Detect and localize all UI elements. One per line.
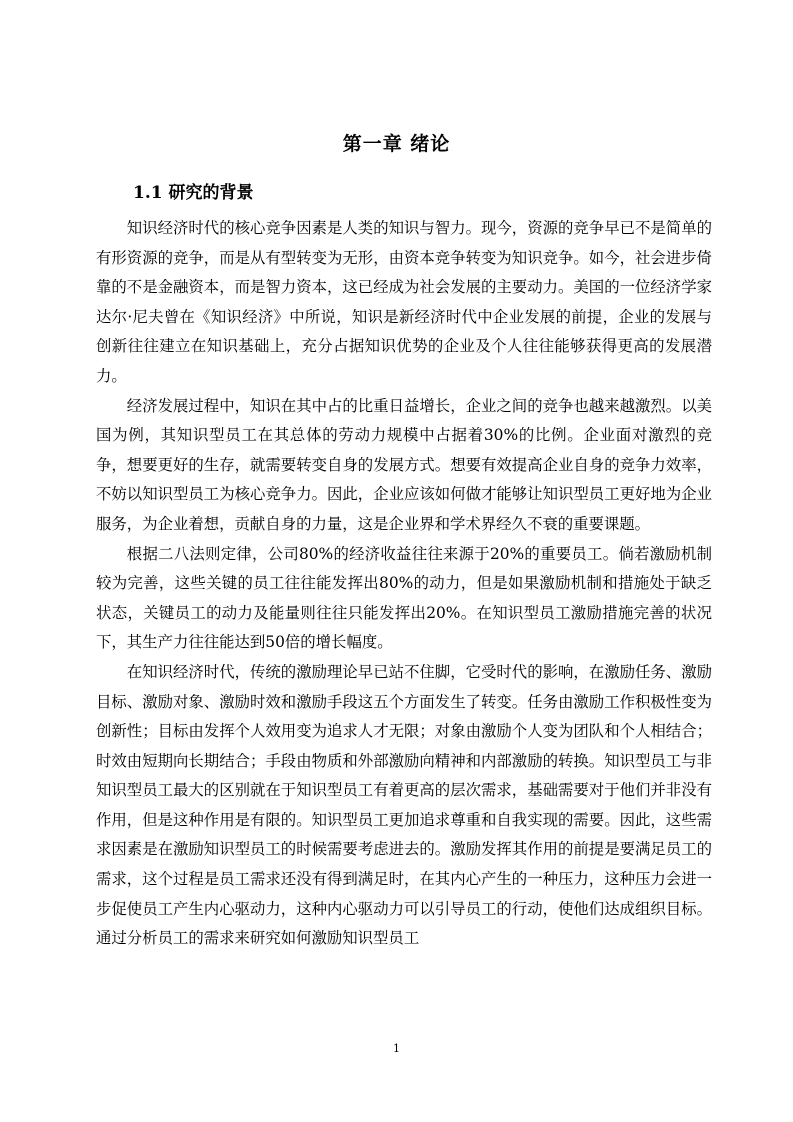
section-heading: 1.1 研究的背景: [133, 183, 254, 203]
paragraph-1: 知识经济时代的核心竞争因素是人类的知识与智力。现今，资源的竞争早已不是简单的有形资源的竞争，而是从有型转变为无形，由资本竞争转变为知识竞争。如今，社会进步倚靠的不是金融资本，而是智力资本，这已经成为社会发展的主要动力。美国的一位经济学家达尔·尼夫曾在《知识经济》中所说，知识是新经济时代中企业发展的前提，企业的发展与创新往往建立在知识基础上，充分占据知识优势的企业及个人往往能够获得更高的发展潜力。: [96, 219, 712, 385]
body-text: [96, 214, 712, 954]
paragraph-3: 根据二八法则定律，公司80%的经济收益往往来源于20%的重要员工。倘若激励机制较为完善，这些关键的员工往往能发挥出80%的动力，但是如果激励机制和措施处于缺乏状态，关键员工的动力及能量则往往只能发挥出20%。在知识型员工激励措施完善的状况下，其生产力往往能达到50倍的增长幅度。: [96, 544, 712, 652]
paragraph-2: 经济发展过程中，知识在其中占的比重日益增长，企业之间的竞争也越来越激烈。以美国为例，其知识型员工在其总体的劳动力规模中占据着30%的比例。企业面对激烈的竞争，想要更好的生存，就需要转变自身的发展方式。想要有效提高企业自身的竞争力效率，不妨以知识型员工为核心竞争力。因此，企业应该如何做才能够让知识型员工更好地为企业服务，为企业着想，贡献自身的力量，这是企业界和学术界经久不衰的重要课题。: [96, 396, 712, 533]
chapter-title: 第一章 绪论: [342, 133, 451, 155]
page-number: 1: [393, 1042, 400, 1055]
paragraph-4: 在知识经济时代，传统的激励理论早已站不住脚，它受时代的影响，在激励任务、激励目标、激励对象、激励时效和激励手段这五个方面发生了转变。任务由激励工作积极性变为创新性；目标由发挥个人效用变为追求人才无限；对象由激励个人变为团队和个人相结合；时效由短期向长期结合；手段由物质和外部激励向精神和内部激励的转换。知识型员工与非知识型员工最大的区别就在于知识型员工有着更高的层次需求，基础需要对于他们并非没有作用，但是这种作用是有限的。知识型员工更加追求尊重和自我实现的需要。因此，这些需求因素是在激励知识型员工的时候需要考虑进去的。激励发挥其作用的前提是要满足员工的需求，这个过程是员工需求还没有得到满足时，在其内心产生的一种压力，这种压力会进一步促使员工产生内心驱动力，这种内心驱动力可以引导员工的行动，使他们达成组织目标。通过分析员工的需求来研究如何激励知识型员工: [96, 662, 712, 948]
